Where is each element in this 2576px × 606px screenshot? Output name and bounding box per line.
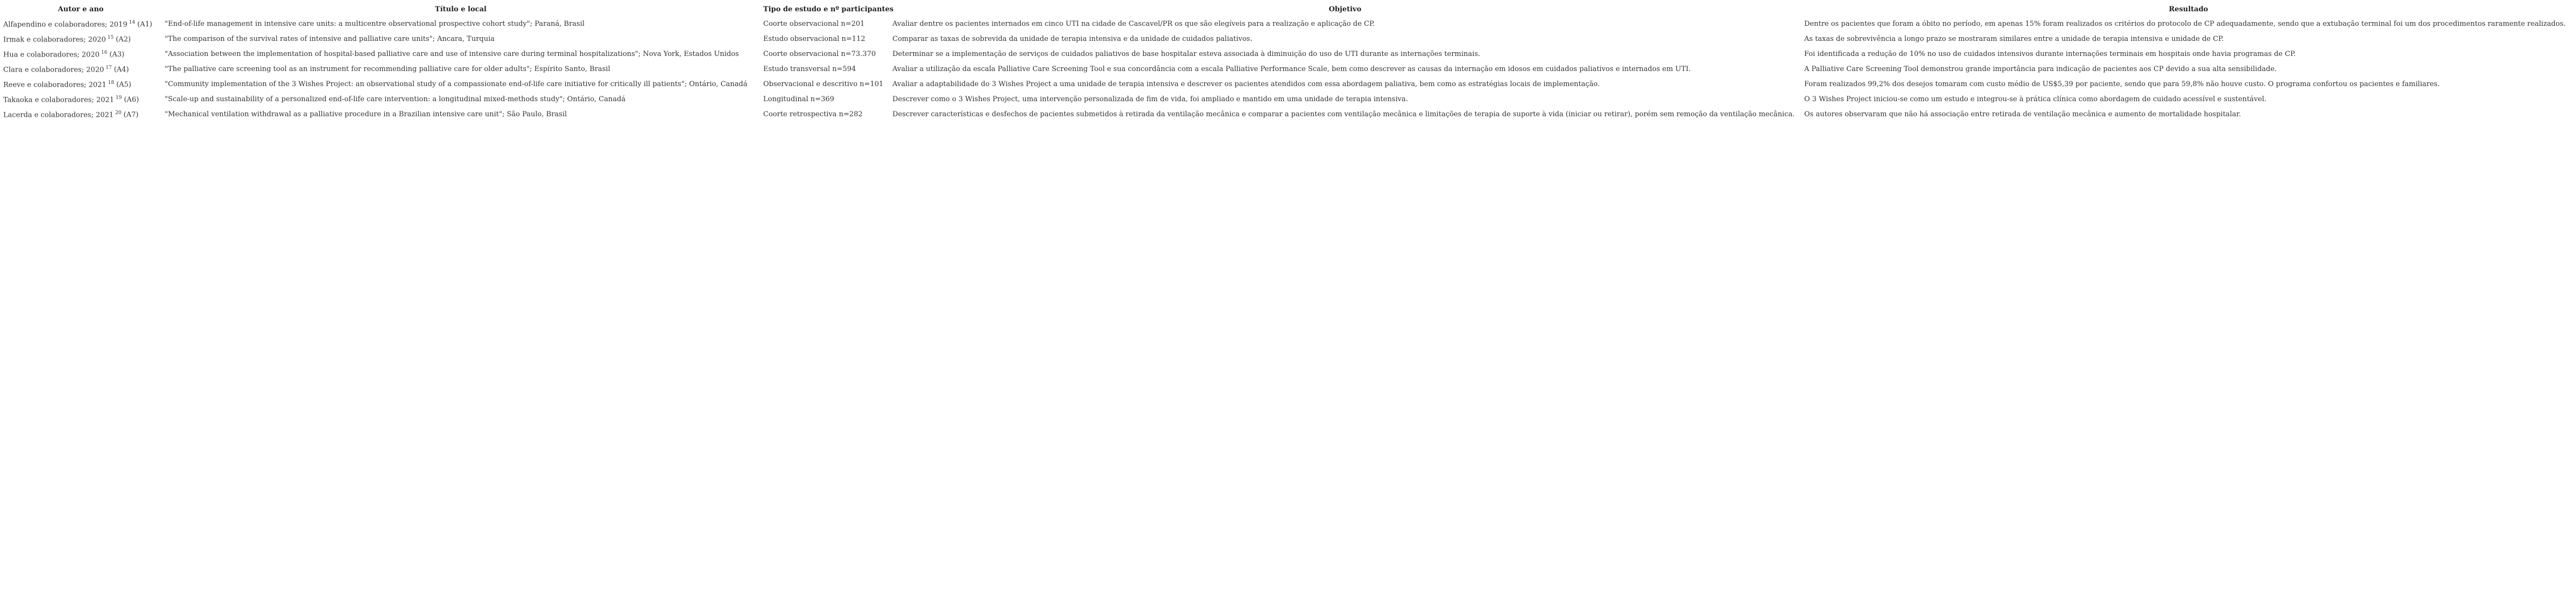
cell-study-type: Coorte retrospectiva n=282 — [763, 110, 863, 118]
table-row — [0, 18, 2576, 33]
cell-objective: Avaliar a utilização da escala Palliative Care Screening Tool e sua concordância com a escala Palliative Performance Scale, bem como descrever as causas da internação em idosos em cuidados paliativos e internados em UTI. — [892, 65, 1691, 73]
article-code: (A3) — [109, 50, 125, 59]
article-code: (A1) — [137, 20, 152, 29]
cell-objective: Comparar as taxas de sobrevida da unidade de terapia intensiva e da unidade de cuidados paliativos. — [892, 34, 1252, 43]
cell-result: O 3 Wishes Project iniciou-se como um estudo e integrou-se à prática clínica como abordagem de cuidado acessível e sustentável. — [1804, 95, 2267, 103]
cell-result: Foi identificada a redução de 10% no uso de cuidados intensivos durante internações terminais em hospitais onde havia programas de CP. — [1804, 50, 2296, 58]
cell-study-type: Coorte observacional n=73.370 — [763, 50, 876, 58]
table-header — [0, 0, 2576, 18]
author-name: Takaoka e colaboradores; 2021 — [3, 95, 114, 104]
cell-objective: Descrever características e desfechos de pacientes submetidos à retirada da ventilação mecânica e comparar a pacientes com ventilação mecânica e limitações de terapia de suporte à vida (iniciar ou retirar), porém sem remoção da ventilação mecânica. — [892, 110, 1795, 118]
table-row — [0, 63, 2576, 78]
table-row — [0, 33, 2576, 48]
article-code: (A7) — [123, 110, 139, 119]
reference-number: 14 — [129, 19, 136, 25]
cell-study-type: Longitudinal n=369 — [763, 95, 834, 103]
cell-title: "Community implementation of the 3 Wishes Project: an observational study of a compassionate end-of-life care initiative for critically ill patients"; Ontário, Canadá — [165, 80, 748, 88]
cell-author — [0, 63, 161, 78]
reference-number: 15 — [107, 34, 114, 40]
author-name: Reeve e colaboradores; 2021 — [3, 80, 107, 89]
cell-title: "Mechanical ventilation withdrawal as a palliative procedure in a Brazilian intensive care unit"; São Paulo, Brasil — [165, 110, 567, 118]
header-result: Resultado — [2169, 5, 2208, 13]
author-name: Alfapendino e colaboradores; 2019 — [3, 20, 128, 29]
article-code: (A5) — [116, 80, 131, 89]
cell-result: Os autores observaram que não há associação entre retirada de ventilação mecânica e aumento de mortalidade hospitalar. — [1804, 110, 2241, 118]
header-title-location: Título e local — [435, 5, 487, 13]
cell-author — [0, 78, 161, 93]
table-row — [0, 78, 2576, 93]
cell-author — [0, 108, 161, 123]
reference-number: 19 — [115, 95, 122, 101]
cell-objective: Avaliar dentre os pacientes internados em cinco UTI na cidade de Cascavel/PR os que são elegíveis para a realização e aplicação de CP. — [892, 19, 1375, 28]
cell-author — [0, 33, 161, 48]
header-row — [0, 0, 2576, 18]
cell-title: "Scale-up and sustainability of a personalized end-of-life care intervention: a longitudinal mixed-methods study"; Ontário, Canadá — [165, 95, 626, 103]
reference-number: 20 — [115, 110, 122, 116]
article-code: (A4) — [114, 65, 129, 74]
cell-result: Dentre os pacientes que foram a óbito no período, em apenas 15% foram realizados os critérios do protocolo de CP adequadamente, sendo que a extubação terminal foi um dos procedimentos raramente realizados. — [1804, 19, 2566, 28]
cell-study-type: Coorte observacional n=201 — [763, 19, 865, 28]
cell-result: Foram realizados 99,2% dos desejos tomaram com custo médio de US$5,39 por paciente, sendo que para 59,8% não houve custo. O programa confortou os pacientes e familiares. — [1804, 80, 2440, 88]
header-author-year: Autor e ano — [58, 5, 104, 13]
table-row — [0, 93, 2576, 108]
reference-number: 17 — [105, 65, 112, 71]
cell-study-type: Estudo transversal n=594 — [763, 65, 856, 73]
cell-objective: Determinar se a implementação de serviços de cuidados paliativos de base hospitalar esteva associada à diminuição do uso de UTI durante as internações terminais. — [892, 50, 1481, 58]
cell-title: "The comparison of the survival rates of intensive and palliative care units"; Ancara, Turquia — [165, 34, 495, 43]
studies-table — [0, 0, 2576, 123]
cell-title: "The palliative care screening tool as an instrument for recommending palliative care for older adults"; Espírito Santo, Brasil — [165, 65, 610, 73]
author-name: Lacerda e colaboradores; 2021 — [3, 110, 114, 119]
cell-study-type: Estudo observacional n=112 — [763, 34, 865, 43]
header-study-type: Tipo de estudo e nº participantes — [763, 5, 894, 13]
cell-result: A Palliative Care Screening Tool demonstrou grande importância para indicação de pacientes aos CP devido a sua alta sensibilidade. — [1804, 65, 2277, 73]
cell-study-type: Observacional e descritivo n=101 — [763, 80, 884, 88]
cell-objective: Avaliar a adaptabilidade do 3 Wishes Project a uma unidade de terapia intensiva e descrever os pacientes atendidos com essa abordagem paliativa, bem como as estratégias locais de implementação. — [892, 80, 1600, 88]
reference-number: 18 — [108, 80, 115, 86]
table-row — [0, 48, 2576, 63]
article-code: (A6) — [124, 95, 139, 104]
article-code: (A2) — [116, 35, 131, 44]
author-name: Clara e colaboradores; 2020 — [3, 65, 104, 74]
reference-number: 16 — [101, 50, 108, 55]
cell-objective: Descrever como o 3 Wishes Project, uma intervenção personalizada de fim de vida, foi ampliado e mantido em uma unidade de terapia intensiva. — [892, 95, 1408, 103]
cell-title: "Association between the implementation of hospital-based palliative care and use of intensive care during terminal hospitalizations"; Nova York, Estados Unidos — [165, 50, 739, 58]
cell-author — [0, 48, 161, 63]
cell-title: "End-of-life management in intensive care units: a multicentre observational prospective cohort study"; Paraná, Brasil — [165, 19, 585, 28]
table-body — [0, 18, 2576, 123]
author-name: Hua e colaboradores; 2020 — [3, 50, 100, 59]
cell-result: As taxas de sobrevivência a longo prazo se mostraram similares entre a unidade de terapia intensiva e unidade de CP. — [1804, 34, 2224, 43]
table-row — [0, 108, 2576, 123]
author-name: Irmak e colaboradores; 2020 — [3, 35, 106, 44]
cell-author — [0, 18, 161, 33]
header-objective: Objetivo — [1328, 5, 1362, 13]
cell-author — [0, 93, 161, 108]
